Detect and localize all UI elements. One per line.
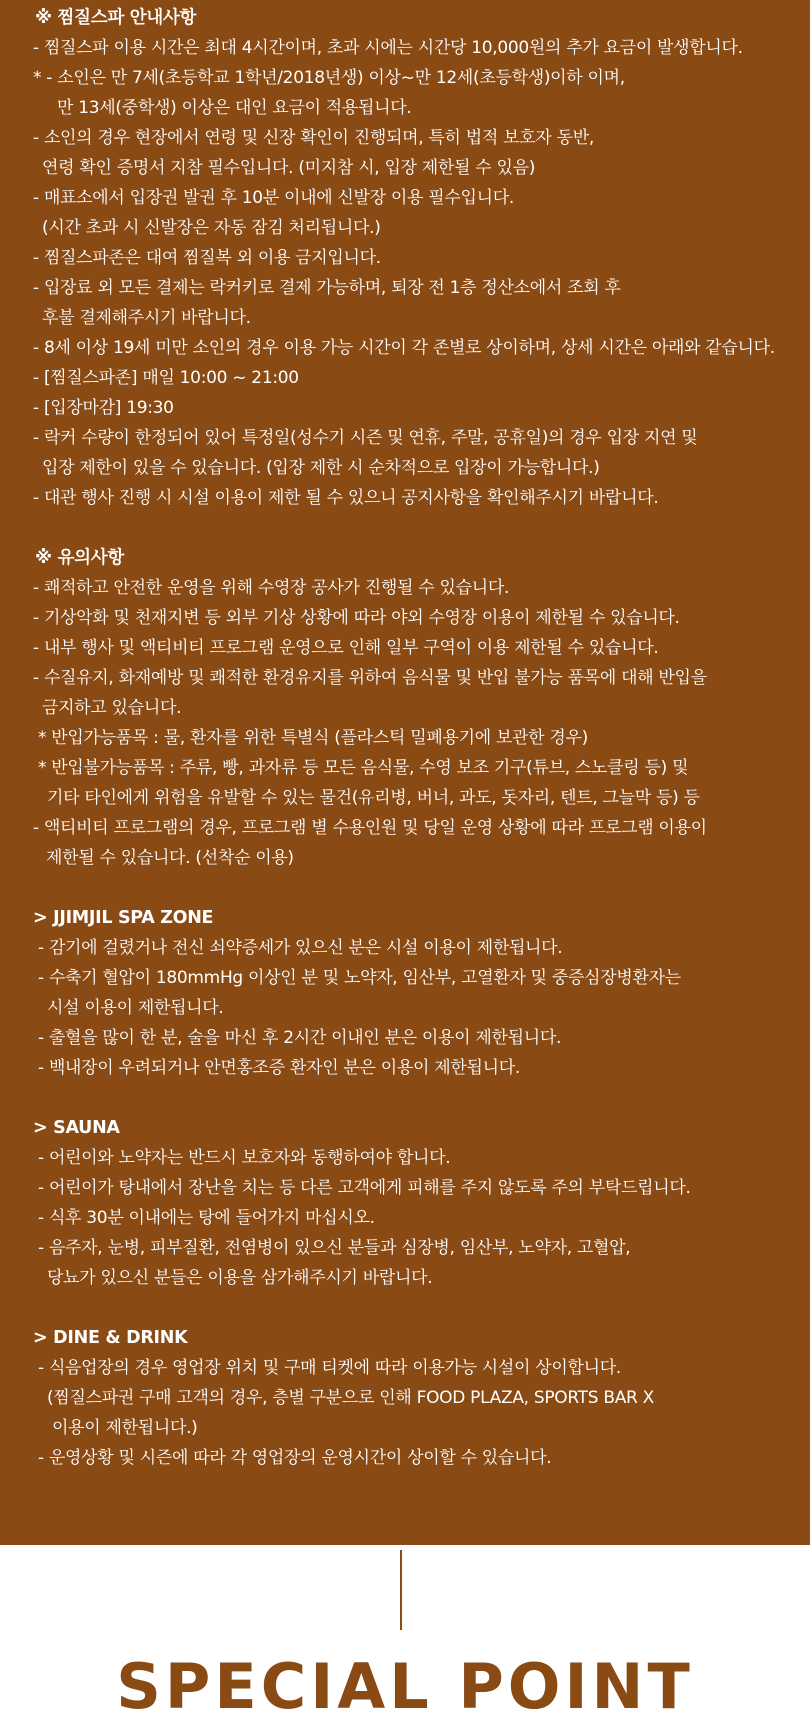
caution-line: - 액티비티 프로그램의 경우, 프로그램 별 수용인원 및 당일 운영 상황에 따라 프로그램 이용이 [33,818,707,838]
notice-line: - 찜질스파존은 대여 찜질복 외 이용 금지입니다. [33,248,381,268]
section-spacer [0,513,810,543]
caution-line: - 수질유지, 화재예방 및 쾌적한 환경유지를 위하여 음식물 및 반입 불가능 품목에 대해 반입을 [33,668,707,688]
notice-line: - 찜질스파 이용 시간은 최대 4시간이며, 초과 시에는 시간당 10,000원의 추가 요금이 발생합니다. [33,38,743,58]
special-point-title: SPECIAL POINT [116,1650,694,1723]
dine-line: - 운영상황 및 시즌에 따라 각 영업장의 운영시간이 상이할 수 있습니다. [38,1448,552,1468]
dine-title: > DINE & DRINK [33,1328,188,1348]
spa-info-title: ※ 찜질스파 안내사항 [35,8,197,28]
sauna-line: - 어린이가 탕내에서 장난을 치는 등 다른 고객에게 피해를 주지 않도록 주의 부탁드립니다. [38,1178,691,1198]
notice-line: 만 13세(중학생) 이상은 대인 요금이 적용됩니다. [57,98,412,118]
section-spacer [0,873,810,903]
caution-line: - 쾌적하고 안전한 운영을 위해 수영장 공사가 진행될 수 있습니다. [33,578,510,598]
notice-line: - 입장료 외 모든 결제는 락커키로 결제 가능하며, 퇴장 전 1층 정산소에서 조회 후 [33,278,621,298]
caution-line: - 내부 행사 및 액티비티 프로그램 운영으로 인해 일부 구역이 이용 제한될 수 있습니다. [33,638,659,658]
notice-line: * - 소인은 만 7세(초등학교 1학년/2018년생) 이상~만 12세(초등학생)이하 이며, [33,68,625,88]
caution-line: - 기상악화 및 천재지변 등 외부 기상 상황에 따라 야외 수영장 이용이 제한될 수 있습니다. [33,608,680,628]
notice-line: - 8세 이상 19세 미만 소인의 경우 이용 가능 시간이 각 존별로 상이하며, 상세 시간은 아래와 같습니다. [33,338,775,358]
notice-line: (시간 초과 시 신발장은 자동 잠김 처리됩니다.) [42,218,381,238]
caution-line: * 반입불가능품목 : 주류, 빵, 과자류 등 모든 음식물, 수영 보조 기구(튜브, 스노클링 등) 및 [38,758,689,778]
caution-line: 제한될 수 있습니다. (선착순 이용) [46,848,294,868]
notice-line: - [입장마감] 19:30 [33,398,174,418]
section-spacer [0,1293,810,1323]
notice-line: - 소인의 경우 현장에서 연령 및 신장 확인이 진행되며, 특히 법적 보호자 동반, [33,128,594,148]
spa-zone-line: - 출혈을 많이 한 분, 술을 마신 후 2시간 이내인 분은 이용이 제한됩니다. [38,1028,562,1048]
sauna-line: - 어린이와 노약자는 반드시 보호자와 동행하여야 합니다. [38,1148,451,1168]
caution-line: 기타 타인에게 위험을 유발할 수 있는 물건(유리병, 버너, 과도, 돗자리, 텐트, 그늘막 등) 등 [47,788,700,808]
caution-line: 금지하고 있습니다. [42,698,182,718]
notice-line: - 매표소에서 입장권 발권 후 10분 이내에 신발장 이용 필수입니다. [33,188,514,208]
dine-line: 이용이 제한됩니다.) [52,1418,198,1438]
sauna-line: 당뇨가 있으신 분들은 이용을 삼가해주시기 바랍니다. [47,1268,433,1288]
spa-zone-line: - 백내장이 우려되거나 안면홍조증 환자인 분은 이용이 제한됩니다. [38,1058,520,1078]
vertical-divider [400,1550,402,1630]
notice-line: 후불 결제해주시기 바랍니다. [42,308,251,328]
sauna-line: - 식후 30분 이내에는 탕에 들어가지 마십시오. [38,1208,375,1228]
sauna-line: - 음주자, 눈병, 피부질환, 전염병이 있으신 분들과 심장병, 임산부, 노약자, 고혈압, [38,1238,631,1258]
sauna-title: > SAUNA [33,1118,120,1138]
spa-zone-line: - 수축기 혈압이 180mmHg 이상인 분 및 노약자, 임산부, 고열환자 및 중증심장병환자는 [38,968,681,988]
notice-line: - 대관 행사 진행 시 시설 이용이 제한 될 수 있으니 공지사항을 확인해주시기 바랍니다. [33,488,659,508]
notice-line: - [찜질스파존] 매일 10:00 ~ 21:00 [33,368,299,388]
cautions-title: ※ 유의사항 [35,548,124,568]
notice-line: 입장 제한이 있을 수 있습니다. (입장 제한 시 순차적으로 입장이 가능합니다.) [42,458,600,478]
section-spacer [0,1083,810,1113]
caution-line: * 반입가능품목 : 물, 환자를 위한 특별식 (플라스틱 밀폐용기에 보관한 경우) [38,728,588,748]
dine-line: (찜질스파권 구매 고객의 경우, 층별 구분으로 인해 FOOD PLAZA, SPORTS BAR X [47,1388,654,1408]
spa-zone-title: > JJIMJIL SPA ZONE [33,908,214,928]
dine-line: - 식음업장의 경우 영업장 위치 및 구매 티켓에 따라 이용가능 시설이 상이합니다. [38,1358,621,1378]
notice-line: - 락커 수량이 한정되어 있어 특정일(성수기 시즌 및 연휴, 주말, 공휴일)의 경우 입장 지연 및 [33,428,698,448]
spa-zone-line: - 감기에 걸렸거나 전신 쇠약증세가 있으신 분은 시설 이용이 제한됩니다. [38,938,563,958]
spa-zone-line: 시설 이용이 제한됩니다. [47,998,224,1018]
notice-line: 연령 확인 증명서 지참 필수입니다. (미지참 시, 입장 제한될 수 있음) [42,158,536,178]
